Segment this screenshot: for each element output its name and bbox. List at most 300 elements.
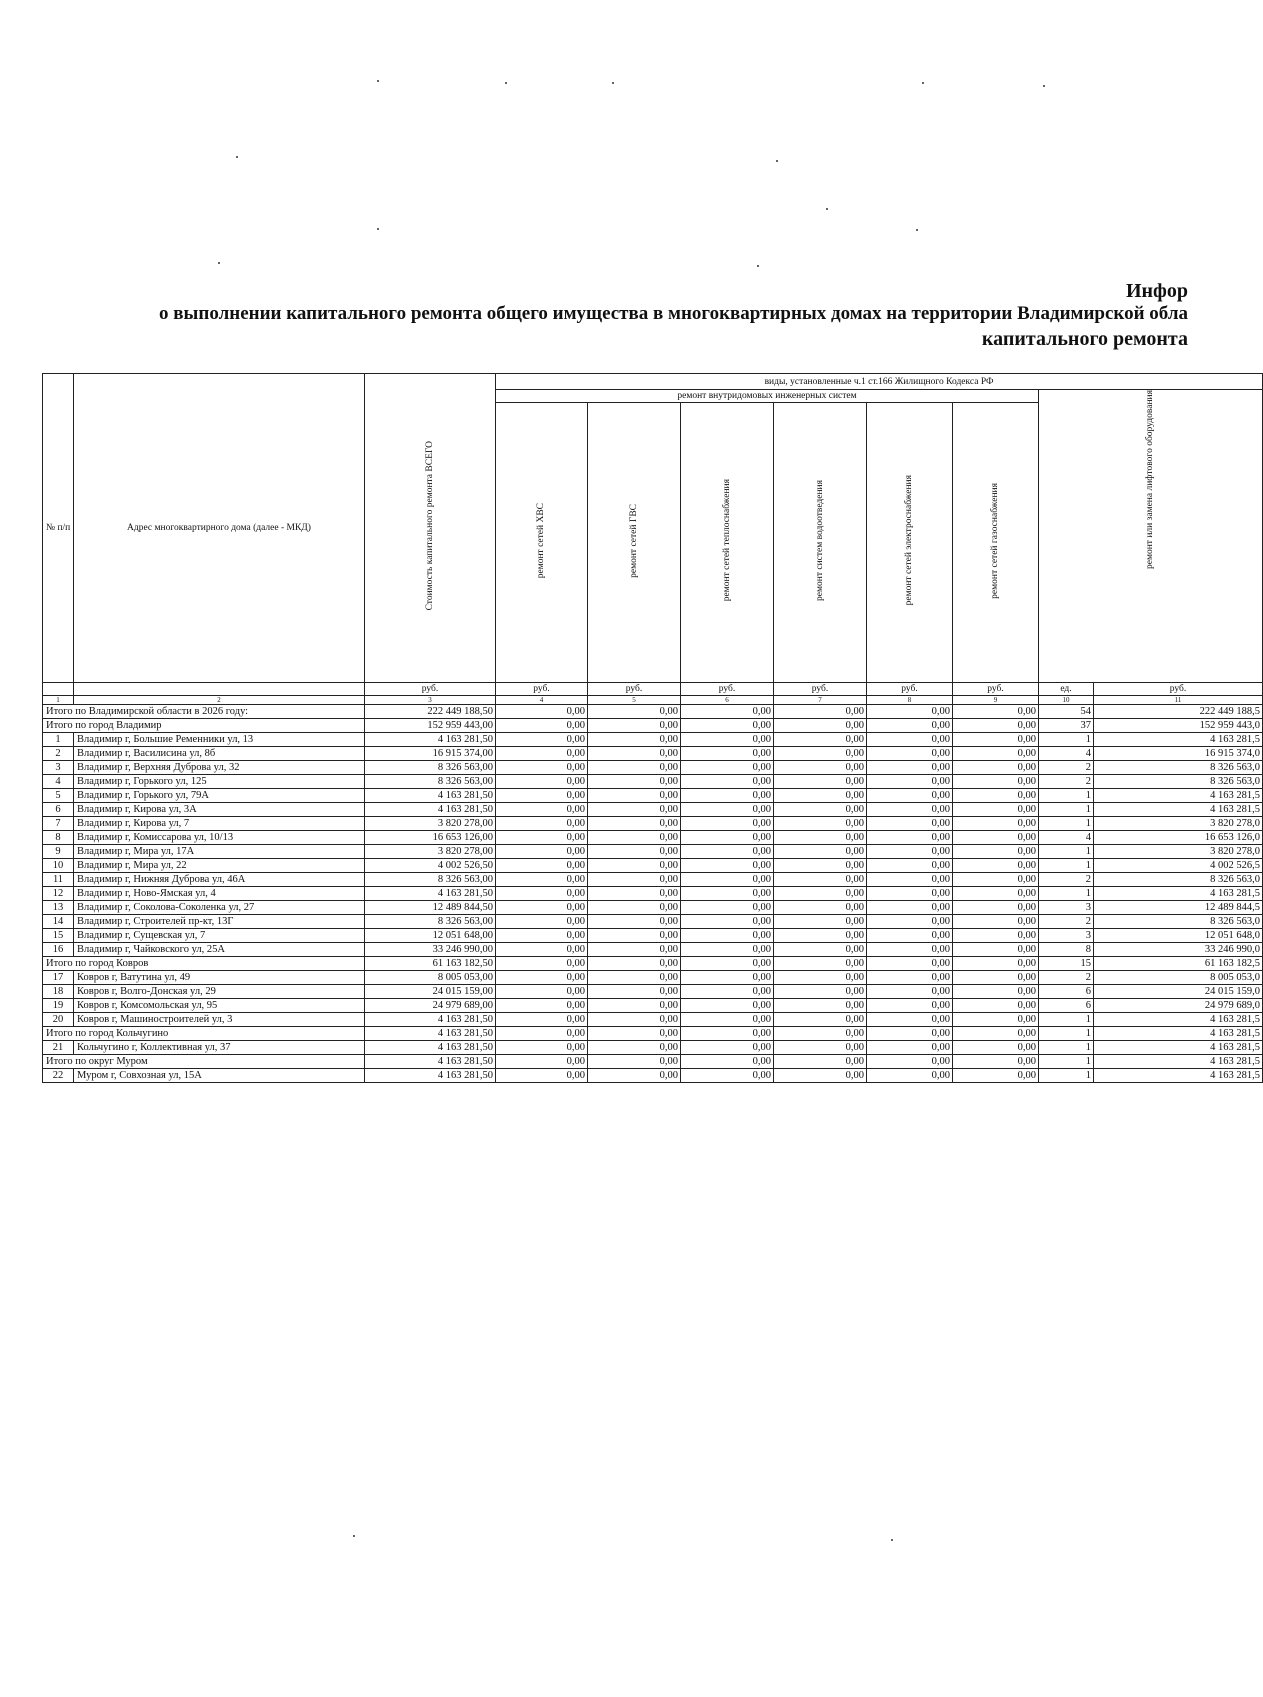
elevator-units-cell: 1 — [1039, 845, 1094, 859]
total-cost-cell: 61 163 182,50 — [365, 957, 496, 971]
heating-cell: 0,00 — [681, 929, 774, 943]
elevator-cost-cell: 152 959 443,0 — [1094, 719, 1263, 733]
heating-cell: 0,00 — [681, 873, 774, 887]
column-number: 7 — [774, 696, 867, 705]
hot-water-cell: 0,00 — [588, 999, 681, 1013]
elevator-cost-cell: 4 163 281,5 — [1094, 733, 1263, 747]
unit-cell: руб. — [588, 683, 681, 696]
row-address: Кольчугино г, Коллективная ул, 37 — [74, 1041, 365, 1055]
header-cold-water — [496, 403, 588, 683]
row-number: 11 — [43, 873, 74, 887]
column-numbers-row — [43, 696, 1263, 705]
hot-water-cell: 0,00 — [588, 845, 681, 859]
scan-speck — [826, 208, 828, 210]
scan-speck — [1043, 85, 1045, 87]
subtotal-label: Итого по город Кольчугино — [43, 1027, 365, 1041]
repair-report-table — [42, 373, 1263, 1083]
elevator-units-cell: 54 — [1039, 705, 1094, 719]
electric-cell: 0,00 — [867, 901, 953, 915]
row-number: 2 — [43, 747, 74, 761]
total-cost-cell: 3 820 278,00 — [365, 845, 496, 859]
hot-water-cell: 0,00 — [588, 761, 681, 775]
gas-cell: 0,00 — [953, 971, 1039, 985]
gas-cell: 0,00 — [953, 915, 1039, 929]
heating-cell: 0,00 — [681, 775, 774, 789]
heating-cell: 0,00 — [681, 1027, 774, 1041]
subtotal-label: Итого по округ Муром — [43, 1055, 365, 1069]
header-hot-water — [588, 403, 681, 683]
hot-water-cell: 0,00 — [588, 873, 681, 887]
table-row — [43, 887, 1263, 901]
row-address: Владимир г, Сущевская ул, 7 — [74, 929, 365, 943]
total-cost-cell: 8 326 563,00 — [365, 873, 496, 887]
gas-cell: 0,00 — [953, 775, 1039, 789]
sewage-cell: 0,00 — [774, 845, 867, 859]
sewage-cell: 0,00 — [774, 803, 867, 817]
electric-cell: 0,00 — [867, 719, 953, 733]
row-address: Ковров г, Ватутина ул, 49 — [74, 971, 365, 985]
column-number: 5 — [588, 696, 681, 705]
table-row — [43, 971, 1263, 985]
total-cost-cell: 4 002 526,50 — [365, 859, 496, 873]
sewage-cell: 0,00 — [774, 901, 867, 915]
column-number: 4 — [496, 696, 588, 705]
sewage-cell: 0,00 — [774, 733, 867, 747]
table-header — [43, 374, 1263, 705]
unit-cell: руб. — [867, 683, 953, 696]
sewage-cell: 0,00 — [774, 831, 867, 845]
gas-cell: 0,00 — [953, 1069, 1039, 1083]
row-address: Владимир г, Горького ул, 79А — [74, 789, 365, 803]
table-row — [43, 747, 1263, 761]
total-cost-cell: 24 015 159,00 — [365, 985, 496, 999]
sewage-cell: 0,00 — [774, 705, 867, 719]
gas-cell: 0,00 — [953, 803, 1039, 817]
gas-cell: 0,00 — [953, 999, 1039, 1013]
electric-cell: 0,00 — [867, 789, 953, 803]
hot-water-cell: 0,00 — [588, 1013, 681, 1027]
row-number: 4 — [43, 775, 74, 789]
cold-water-cell: 0,00 — [496, 957, 588, 971]
heating-cell: 0,00 — [681, 705, 774, 719]
cold-water-cell: 0,00 — [496, 971, 588, 985]
unit-cell: руб. — [1094, 683, 1263, 696]
unit-cell: руб. — [365, 683, 496, 696]
gas-cell: 0,00 — [953, 733, 1039, 747]
header-num: № п/п — [43, 374, 74, 683]
gas-cell: 0,00 — [953, 747, 1039, 761]
total-cost-cell: 16 915 374,00 — [365, 747, 496, 761]
elevator-cost-cell: 8 326 563,0 — [1094, 873, 1263, 887]
electric-cell: 0,00 — [867, 733, 953, 747]
electric-cell: 0,00 — [867, 747, 953, 761]
elevator-units-cell: 2 — [1039, 775, 1094, 789]
row-number: 16 — [43, 943, 74, 957]
sewage-cell: 0,00 — [774, 971, 867, 985]
cold-water-cell: 0,00 — [496, 1069, 588, 1083]
scan-speck — [612, 82, 614, 84]
gas-cell: 0,00 — [953, 887, 1039, 901]
sewage-cell: 0,00 — [774, 915, 867, 929]
sewage-cell: 0,00 — [774, 775, 867, 789]
heating-cell: 0,00 — [681, 1013, 774, 1027]
table-row — [43, 929, 1263, 943]
table-row — [43, 803, 1263, 817]
scan-speck — [218, 262, 220, 264]
gas-cell: 0,00 — [953, 873, 1039, 887]
units-row — [43, 683, 1263, 696]
subtotal-row — [43, 1055, 1263, 1069]
row-address: Владимир г, Мира ул, 17А — [74, 845, 365, 859]
column-number: 1 — [43, 696, 74, 705]
gas-cell: 0,00 — [953, 761, 1039, 775]
electric-cell: 0,00 — [867, 1027, 953, 1041]
gas-cell: 0,00 — [953, 1013, 1039, 1027]
elevator-cost-cell: 4 163 281,5 — [1094, 803, 1263, 817]
repair-report-table-container — [42, 373, 1261, 1098]
scan-speck — [236, 156, 238, 158]
cold-water-cell: 0,00 — [496, 803, 588, 817]
elevator-cost-cell: 4 163 281,5 — [1094, 1013, 1263, 1027]
elevator-units-cell: 1 — [1039, 1069, 1094, 1083]
table-row — [43, 1013, 1263, 1027]
hot-water-cell: 0,00 — [588, 929, 681, 943]
cold-water-cell: 0,00 — [496, 817, 588, 831]
cold-water-cell: 0,00 — [496, 705, 588, 719]
table-row — [43, 915, 1263, 929]
sewage-cell: 0,00 — [774, 1055, 867, 1069]
sewage-cell: 0,00 — [774, 873, 867, 887]
gas-cell: 0,00 — [953, 845, 1039, 859]
total-cost-cell: 4 163 281,50 — [365, 803, 496, 817]
column-number: 9 — [953, 696, 1039, 705]
cold-water-cell: 0,00 — [496, 901, 588, 915]
hot-water-cell: 0,00 — [588, 789, 681, 803]
cold-water-cell: 0,00 — [496, 915, 588, 929]
elevator-units-cell: 15 — [1039, 957, 1094, 971]
electric-cell: 0,00 — [867, 831, 953, 845]
elevator-cost-cell: 8 326 563,0 — [1094, 775, 1263, 789]
hot-water-cell: 0,00 — [588, 943, 681, 957]
elevator-units-cell: 2 — [1039, 915, 1094, 929]
total-cost-cell: 8 326 563,00 — [365, 775, 496, 789]
total-cost-cell: 4 163 281,50 — [365, 1041, 496, 1055]
gas-cell: 0,00 — [953, 719, 1039, 733]
scan-speck — [377, 228, 379, 230]
cold-water-cell: 0,00 — [496, 943, 588, 957]
elevator-units-cell: 3 — [1039, 929, 1094, 943]
column-number: 2 — [74, 696, 365, 705]
sewage-cell: 0,00 — [774, 887, 867, 901]
row-number: 12 — [43, 887, 74, 901]
cold-water-cell: 0,00 — [496, 845, 588, 859]
total-cost-cell: 8 326 563,00 — [365, 761, 496, 775]
header-gas-label: ремонт сетей газоснабжения — [990, 482, 1000, 599]
header-total-cost-label: Стоимость капитального ремонта ВСЕГО — [424, 441, 435, 611]
elevator-cost-cell: 61 163 182,5 — [1094, 957, 1263, 971]
gas-cell: 0,00 — [953, 929, 1039, 943]
row-number: 8 — [43, 831, 74, 845]
cold-water-cell: 0,00 — [496, 887, 588, 901]
electric-cell: 0,00 — [867, 971, 953, 985]
table-row — [43, 1069, 1263, 1083]
unit-cell: руб. — [774, 683, 867, 696]
total-cost-cell: 12 051 648,00 — [365, 929, 496, 943]
scan-speck — [353, 1535, 355, 1537]
row-number: 13 — [43, 901, 74, 915]
header-engineering-systems: ремонт внутридомовых инженерных систем — [496, 390, 1039, 403]
heating-cell: 0,00 — [681, 971, 774, 985]
electric-cell: 0,00 — [867, 1041, 953, 1055]
elevator-units-cell: 2 — [1039, 873, 1094, 887]
hot-water-cell: 0,00 — [588, 1027, 681, 1041]
elevator-cost-cell: 4 163 281,5 — [1094, 887, 1263, 901]
row-address: Владимир г, Большие Ременники ул, 13 — [74, 733, 365, 747]
row-number: 3 — [43, 761, 74, 775]
row-number: 18 — [43, 985, 74, 999]
hot-water-cell: 0,00 — [588, 775, 681, 789]
cold-water-cell: 0,00 — [496, 733, 588, 747]
sewage-cell: 0,00 — [774, 1013, 867, 1027]
header-gas — [953, 403, 1039, 683]
sewage-cell: 0,00 — [774, 985, 867, 999]
hot-water-cell: 0,00 — [588, 705, 681, 719]
gas-cell: 0,00 — [953, 789, 1039, 803]
elevator-cost-cell: 8 005 053,0 — [1094, 971, 1263, 985]
elevator-cost-cell: 24 979 689,0 — [1094, 999, 1263, 1013]
scan-speck — [891, 1539, 893, 1541]
elevator-units-cell: 8 — [1039, 943, 1094, 957]
heating-cell: 0,00 — [681, 887, 774, 901]
hot-water-cell: 0,00 — [588, 901, 681, 915]
header-electric-label: ремонт сетей электроснабжения — [904, 475, 914, 606]
elevator-cost-cell: 4 002 526,5 — [1094, 859, 1263, 873]
total-cost-cell: 152 959 443,00 — [365, 719, 496, 733]
total-cost-cell: 222 449 188,50 — [365, 705, 496, 719]
document-title: Инфор — [1125, 280, 1188, 302]
gas-cell: 0,00 — [953, 859, 1039, 873]
electric-cell: 0,00 — [867, 985, 953, 999]
heating-cell: 0,00 — [681, 845, 774, 859]
elevator-cost-cell: 16 653 126,0 — [1094, 831, 1263, 845]
table-row — [43, 789, 1263, 803]
hot-water-cell: 0,00 — [588, 733, 681, 747]
hot-water-cell: 0,00 — [588, 1069, 681, 1083]
table-row — [43, 873, 1263, 887]
cold-water-cell: 0,00 — [496, 761, 588, 775]
elevator-cost-cell: 4 163 281,5 — [1094, 1027, 1263, 1041]
row-address: Владимир г, Горького ул, 125 — [74, 775, 365, 789]
header-address: Адрес многоквартирного дома (далее - МКД) — [74, 374, 365, 683]
hot-water-cell: 0,00 — [588, 957, 681, 971]
elevator-cost-cell: 33 246 990,0 — [1094, 943, 1263, 957]
elevator-cost-cell: 3 820 278,0 — [1094, 817, 1263, 831]
heating-cell: 0,00 — [681, 831, 774, 845]
header-cold-water-label: ремонт сетей ХВС — [536, 502, 546, 579]
table-body — [43, 705, 1263, 1083]
elevator-cost-cell: 24 015 159,0 — [1094, 985, 1263, 999]
heating-cell: 0,00 — [681, 719, 774, 733]
scan-speck — [776, 160, 778, 162]
total-cost-cell: 33 246 990,00 — [365, 943, 496, 957]
elevator-cost-cell: 12 051 648,0 — [1094, 929, 1263, 943]
sewage-cell: 0,00 — [774, 859, 867, 873]
elevator-units-cell: 1 — [1039, 789, 1094, 803]
elevator-cost-cell: 222 449 188,5 — [1094, 705, 1263, 719]
elevator-units-cell: 1 — [1039, 1041, 1094, 1055]
table-row — [43, 845, 1263, 859]
header-repair-types: виды, установленные ч.1 ст.166 Жилищного Кодекса РФ — [496, 374, 1263, 390]
cold-water-cell: 0,00 — [496, 929, 588, 943]
elevator-cost-cell: 4 163 281,5 — [1094, 1055, 1263, 1069]
row-number: 17 — [43, 971, 74, 985]
table-row — [43, 775, 1263, 789]
sewage-cell: 0,00 — [774, 817, 867, 831]
header-hot-water-label: ремонт сетей ГВС — [628, 503, 639, 578]
cold-water-cell: 0,00 — [496, 873, 588, 887]
cold-water-cell: 0,00 — [496, 985, 588, 999]
elevator-cost-cell: 4 163 281,5 — [1094, 789, 1263, 803]
hot-water-cell: 0,00 — [588, 985, 681, 999]
elevator-units-cell: 6 — [1039, 999, 1094, 1013]
row-address: Владимир г, Чайковского ул, 25А — [74, 943, 365, 957]
row-address: Ковров г, Волго-Донская ул, 29 — [74, 985, 365, 999]
heating-cell: 0,00 — [681, 733, 774, 747]
electric-cell: 0,00 — [867, 1069, 953, 1083]
header-heating-label: ремонт сетей теплоснабжения — [721, 479, 732, 602]
table-row — [43, 817, 1263, 831]
gas-cell: 0,00 — [953, 1055, 1039, 1069]
sewage-cell: 0,00 — [774, 747, 867, 761]
gas-cell: 0,00 — [953, 1041, 1039, 1055]
hot-water-cell: 0,00 — [588, 915, 681, 929]
electric-cell: 0,00 — [867, 803, 953, 817]
elevator-units-cell: 6 — [1039, 985, 1094, 999]
heating-cell: 0,00 — [681, 859, 774, 873]
row-address: Муром г, Совхозная ул, 15А — [74, 1069, 365, 1083]
row-number: 22 — [43, 1069, 74, 1083]
total-cost-cell: 4 163 281,50 — [365, 733, 496, 747]
table-row — [43, 985, 1263, 999]
scan-speck — [377, 80, 379, 82]
unit-cell: руб. — [953, 683, 1039, 696]
electric-cell: 0,00 — [867, 705, 953, 719]
subtotal-row — [43, 705, 1263, 719]
electric-cell: 0,00 — [867, 775, 953, 789]
electric-cell: 0,00 — [867, 999, 953, 1013]
cold-water-cell: 0,00 — [496, 999, 588, 1013]
scan-speck — [922, 82, 924, 84]
sewage-cell: 0,00 — [774, 1041, 867, 1055]
heating-cell: 0,00 — [681, 761, 774, 775]
sewage-cell: 0,00 — [774, 789, 867, 803]
total-cost-cell: 4 163 281,50 — [365, 887, 496, 901]
row-address: Владимир г, Кирова ул, 7 — [74, 817, 365, 831]
heating-cell: 0,00 — [681, 943, 774, 957]
sewage-cell: 0,00 — [774, 943, 867, 957]
electric-cell: 0,00 — [867, 887, 953, 901]
total-cost-cell: 24 979 689,00 — [365, 999, 496, 1013]
cold-water-cell: 0,00 — [496, 831, 588, 845]
row-number: 1 — [43, 733, 74, 747]
sewage-cell: 0,00 — [774, 999, 867, 1013]
elevator-cost-cell: 3 820 278,0 — [1094, 845, 1263, 859]
row-address: Владимир г, Соколова-Соколенка ул, 27 — [74, 901, 365, 915]
heating-cell: 0,00 — [681, 985, 774, 999]
total-cost-cell: 3 820 278,00 — [365, 817, 496, 831]
elevator-units-cell: 4 — [1039, 747, 1094, 761]
row-address: Ковров г, Машиностроителей ул, 3 — [74, 1013, 365, 1027]
gas-cell: 0,00 — [953, 831, 1039, 845]
hot-water-cell: 0,00 — [588, 1055, 681, 1069]
row-number: 15 — [43, 929, 74, 943]
cold-water-cell: 0,00 — [496, 747, 588, 761]
elevator-units-cell: 2 — [1039, 761, 1094, 775]
cold-water-cell: 0,00 — [496, 789, 588, 803]
column-number: 8 — [867, 696, 953, 705]
unit-cell — [43, 683, 74, 696]
hot-water-cell: 0,00 — [588, 859, 681, 873]
subtotal-label: Итого по город Ковров — [43, 957, 365, 971]
cold-water-cell: 0,00 — [496, 859, 588, 873]
row-number: 19 — [43, 999, 74, 1013]
cold-water-cell: 0,00 — [496, 1013, 588, 1027]
scan-speck — [757, 265, 759, 267]
gas-cell: 0,00 — [953, 705, 1039, 719]
row-address: Владимир г, Строителей пр-кт, 13Г — [74, 915, 365, 929]
header-electric — [867, 403, 953, 683]
sewage-cell: 0,00 — [774, 761, 867, 775]
total-cost-cell: 16 653 126,00 — [365, 831, 496, 845]
hot-water-cell: 0,00 — [588, 817, 681, 831]
cold-water-cell: 0,00 — [496, 1027, 588, 1041]
subtotal-label: Итого по город Владимир — [43, 719, 365, 733]
electric-cell: 0,00 — [867, 929, 953, 943]
heating-cell: 0,00 — [681, 789, 774, 803]
row-address: Владимир г, Комиссарова ул, 10/13 — [74, 831, 365, 845]
table-row — [43, 999, 1263, 1013]
hot-water-cell: 0,00 — [588, 1041, 681, 1055]
sewage-cell: 0,00 — [774, 957, 867, 971]
gas-cell: 0,00 — [953, 957, 1039, 971]
column-number: 3 — [365, 696, 496, 705]
gas-cell: 0,00 — [953, 901, 1039, 915]
column-number: 6 — [681, 696, 774, 705]
total-cost-cell: 4 163 281,50 — [365, 1055, 496, 1069]
elevator-cost-cell: 8 326 563,0 — [1094, 915, 1263, 929]
cold-water-cell: 0,00 — [496, 775, 588, 789]
total-cost-cell: 12 489 844,50 — [365, 901, 496, 915]
cold-water-cell: 0,00 — [496, 1055, 588, 1069]
electric-cell: 0,00 — [867, 915, 953, 929]
header-sewage — [774, 403, 867, 683]
row-number: 10 — [43, 859, 74, 873]
sewage-cell: 0,00 — [774, 1027, 867, 1041]
electric-cell: 0,00 — [867, 817, 953, 831]
elevator-units-cell: 1 — [1039, 1027, 1094, 1041]
elevator-cost-cell: 4 163 281,5 — [1094, 1069, 1263, 1083]
row-number: 9 — [43, 845, 74, 859]
electric-cell: 0,00 — [867, 943, 953, 957]
total-cost-cell: 4 163 281,50 — [365, 1027, 496, 1041]
heating-cell: 0,00 — [681, 1055, 774, 1069]
heating-cell: 0,00 — [681, 957, 774, 971]
hot-water-cell: 0,00 — [588, 887, 681, 901]
table-row — [43, 859, 1263, 873]
row-address: Владимир г, Василисина ул, 8б — [74, 747, 365, 761]
row-address: Владимир г, Мира ул, 22 — [74, 859, 365, 873]
sewage-cell: 0,00 — [774, 929, 867, 943]
